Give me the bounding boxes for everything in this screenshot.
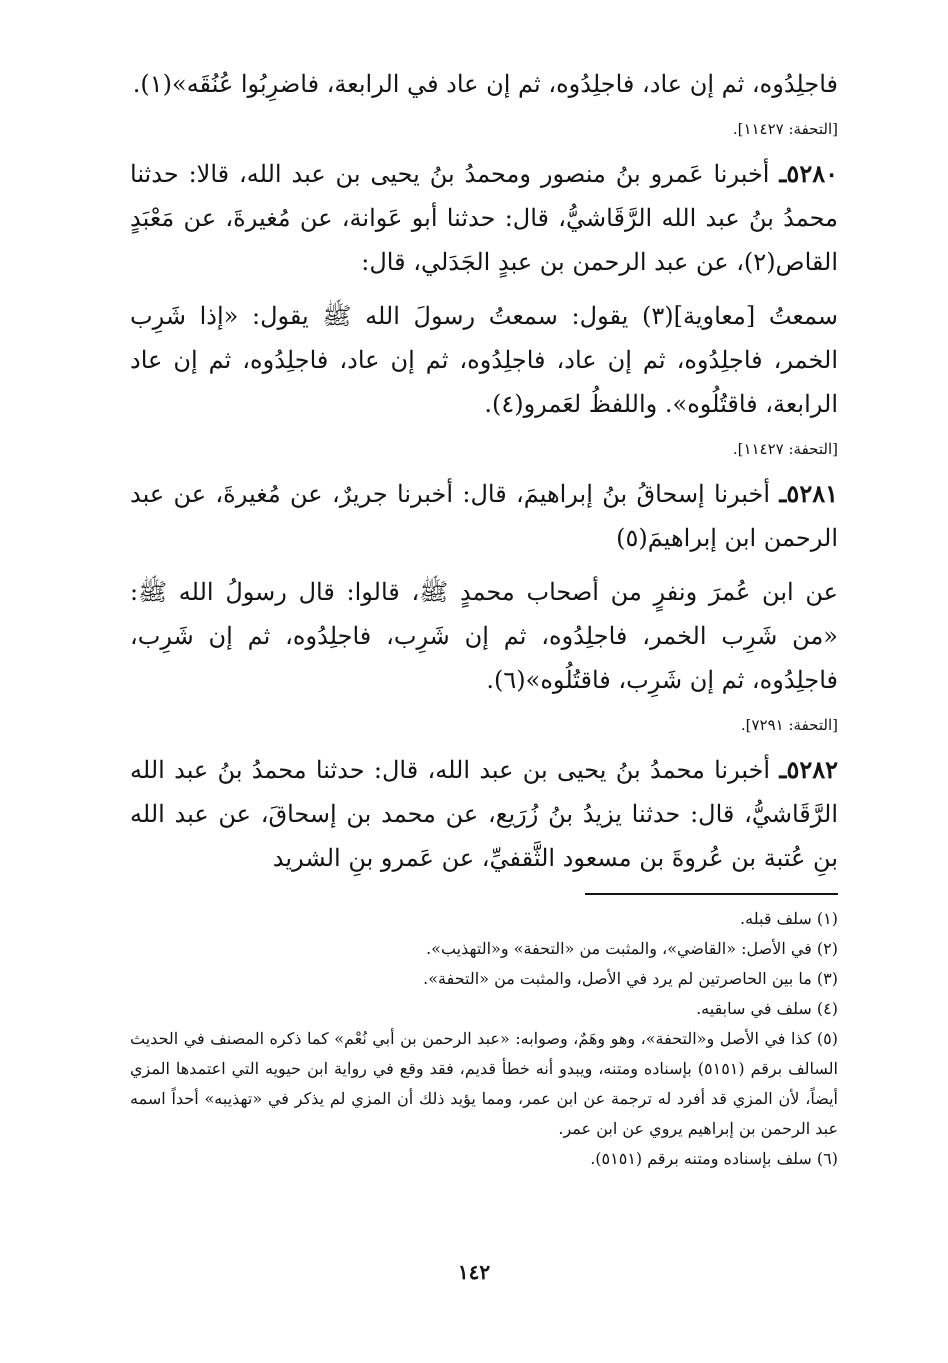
tuhfa-reference: [التحفة: ١١٤٢٧].	[732, 120, 838, 138]
isnad-text: أخبرنا محمدُ بنُ يحيى بن عبد الله، قال: حدثنا محمدُ بنُ عبد الله الرَّقَاشيُّ، قال: حدثنا يزيدُ بنُ زُرَيع، عن محمد بن إسحاقَ، عن عبد الله بنِ عُتبة بن عُروةَ بن مسعود الثَّقفيِّ، عن عَمرو بنِ الشريد	[130, 756, 838, 872]
footnote: (١) سلف قبله.	[740, 909, 838, 928]
hadith-5280-isnad	[130, 152, 838, 284]
footnote-separator	[585, 893, 838, 895]
footnote: (٣) ما بين الحاصرتين لم يرد في الأصل، والمثبت من «التحفة».	[423, 969, 838, 988]
hadith-5282-isnad	[130, 748, 838, 880]
hadith-number: ٥٢٨٢ـ	[779, 755, 839, 784]
footnotes	[130, 904, 838, 1174]
hadith-5280-matn: سمعتُ [معاوية](٣) يقول: سمعتُ رسولَ الله ﷺ يقول: «إذا شَرِب الخمر، فاجلِدُوه، ثم إن عاد، فاجلِدُوه، ثم إن عاد، فاجلِدُوه، ثم إن عاد الرابعة، فاقتُلُوه». واللفظُ لعَمرو(٤).	[130, 302, 838, 418]
page-number: ١٤٢	[457, 1260, 491, 1284]
hadith-number: ٥٢٨٠ـ	[779, 159, 838, 188]
footnote: (٤) سلف في سابقيه.	[696, 999, 838, 1018]
footnote: (٦) سلف بإسناده ومتنه برقم (٥١٥١).	[590, 1149, 838, 1168]
tuhfa-reference: [التحفة: ١١٤٢٧].	[732, 440, 838, 458]
hadith-number: ٥٢٨١ـ	[779, 479, 838, 508]
hadith-5281-isnad	[130, 472, 838, 560]
hadith-continuation: فاجلِدُوه، ثم إن عاد، فاجلِدُوه، ثم إن عاد في الرابعة، فاضرِبُوا عُنُقَه»(١).	[132, 70, 838, 98]
main-text	[130, 62, 838, 880]
hadith-5281-matn: عن ابن عُمرَ ونفرٍ من أصحاب محمدٍ ﷺ، قالوا: قال رسولُ الله ﷺ: «من شَرِب الخمر، فاجلِدُوه، ثم إن شَرِب، فاجلِدُوه، ثم إن شَرِب، فاجلِدُوه، ثم إن شَرِب، فاقتُلُوه»(٦).	[130, 578, 838, 694]
isnad-text: أخبرنا عَمرو بنُ منصور ومحمدُ بنُ يحيى بن عبد الله، قالا: حدثنا محمدُ بنُ عبد الله الرَّقَاشيُّ، قال: حدثنا أبو عَوانة، عن مُغيرةَ، عن مَعْبَدٍ القاص(٢)، عن عبد الرحمن بن عبدٍ الجَدَلي، قال:	[130, 160, 838, 276]
footnote: (٥) كذا في الأصل و«التحفة»، وهو وهَمٌ، وصوابه: «عبد الرحمن بن أبي نُعْم» كما ذكره المصنف في الحديث السالف برقم (٥١٥١) بإسناده ومتنه، ويبدو أنه خطأ قديم، فقد وقع في رواية ابن حيويه التي اعتمدها المزي أيضاً، لأن المزي قد أفرد له ترجمة عن ابن عمر، ومما يؤيد ذلك أن المزي لم يذكر في «تهذيبه» أحداً اسمه عبد الرحمن بن إبراهيم يروي عن ابن عمر.	[130, 1029, 838, 1138]
isnad-text: أخبرنا إسحاقُ بنُ إبراهيمَ، قال: أخبرنا جريرٌ، عن مُغيرةَ، عن عبد الرحمن ابن إبراهيمَ(٥)	[130, 480, 838, 552]
footnote: (٢) في الأصل: «القاضي»، والمثبت من «التحفة» و«التهذيب».	[426, 939, 838, 958]
tuhfa-reference: [التحفة: ٧٢٩١].	[740, 716, 838, 734]
